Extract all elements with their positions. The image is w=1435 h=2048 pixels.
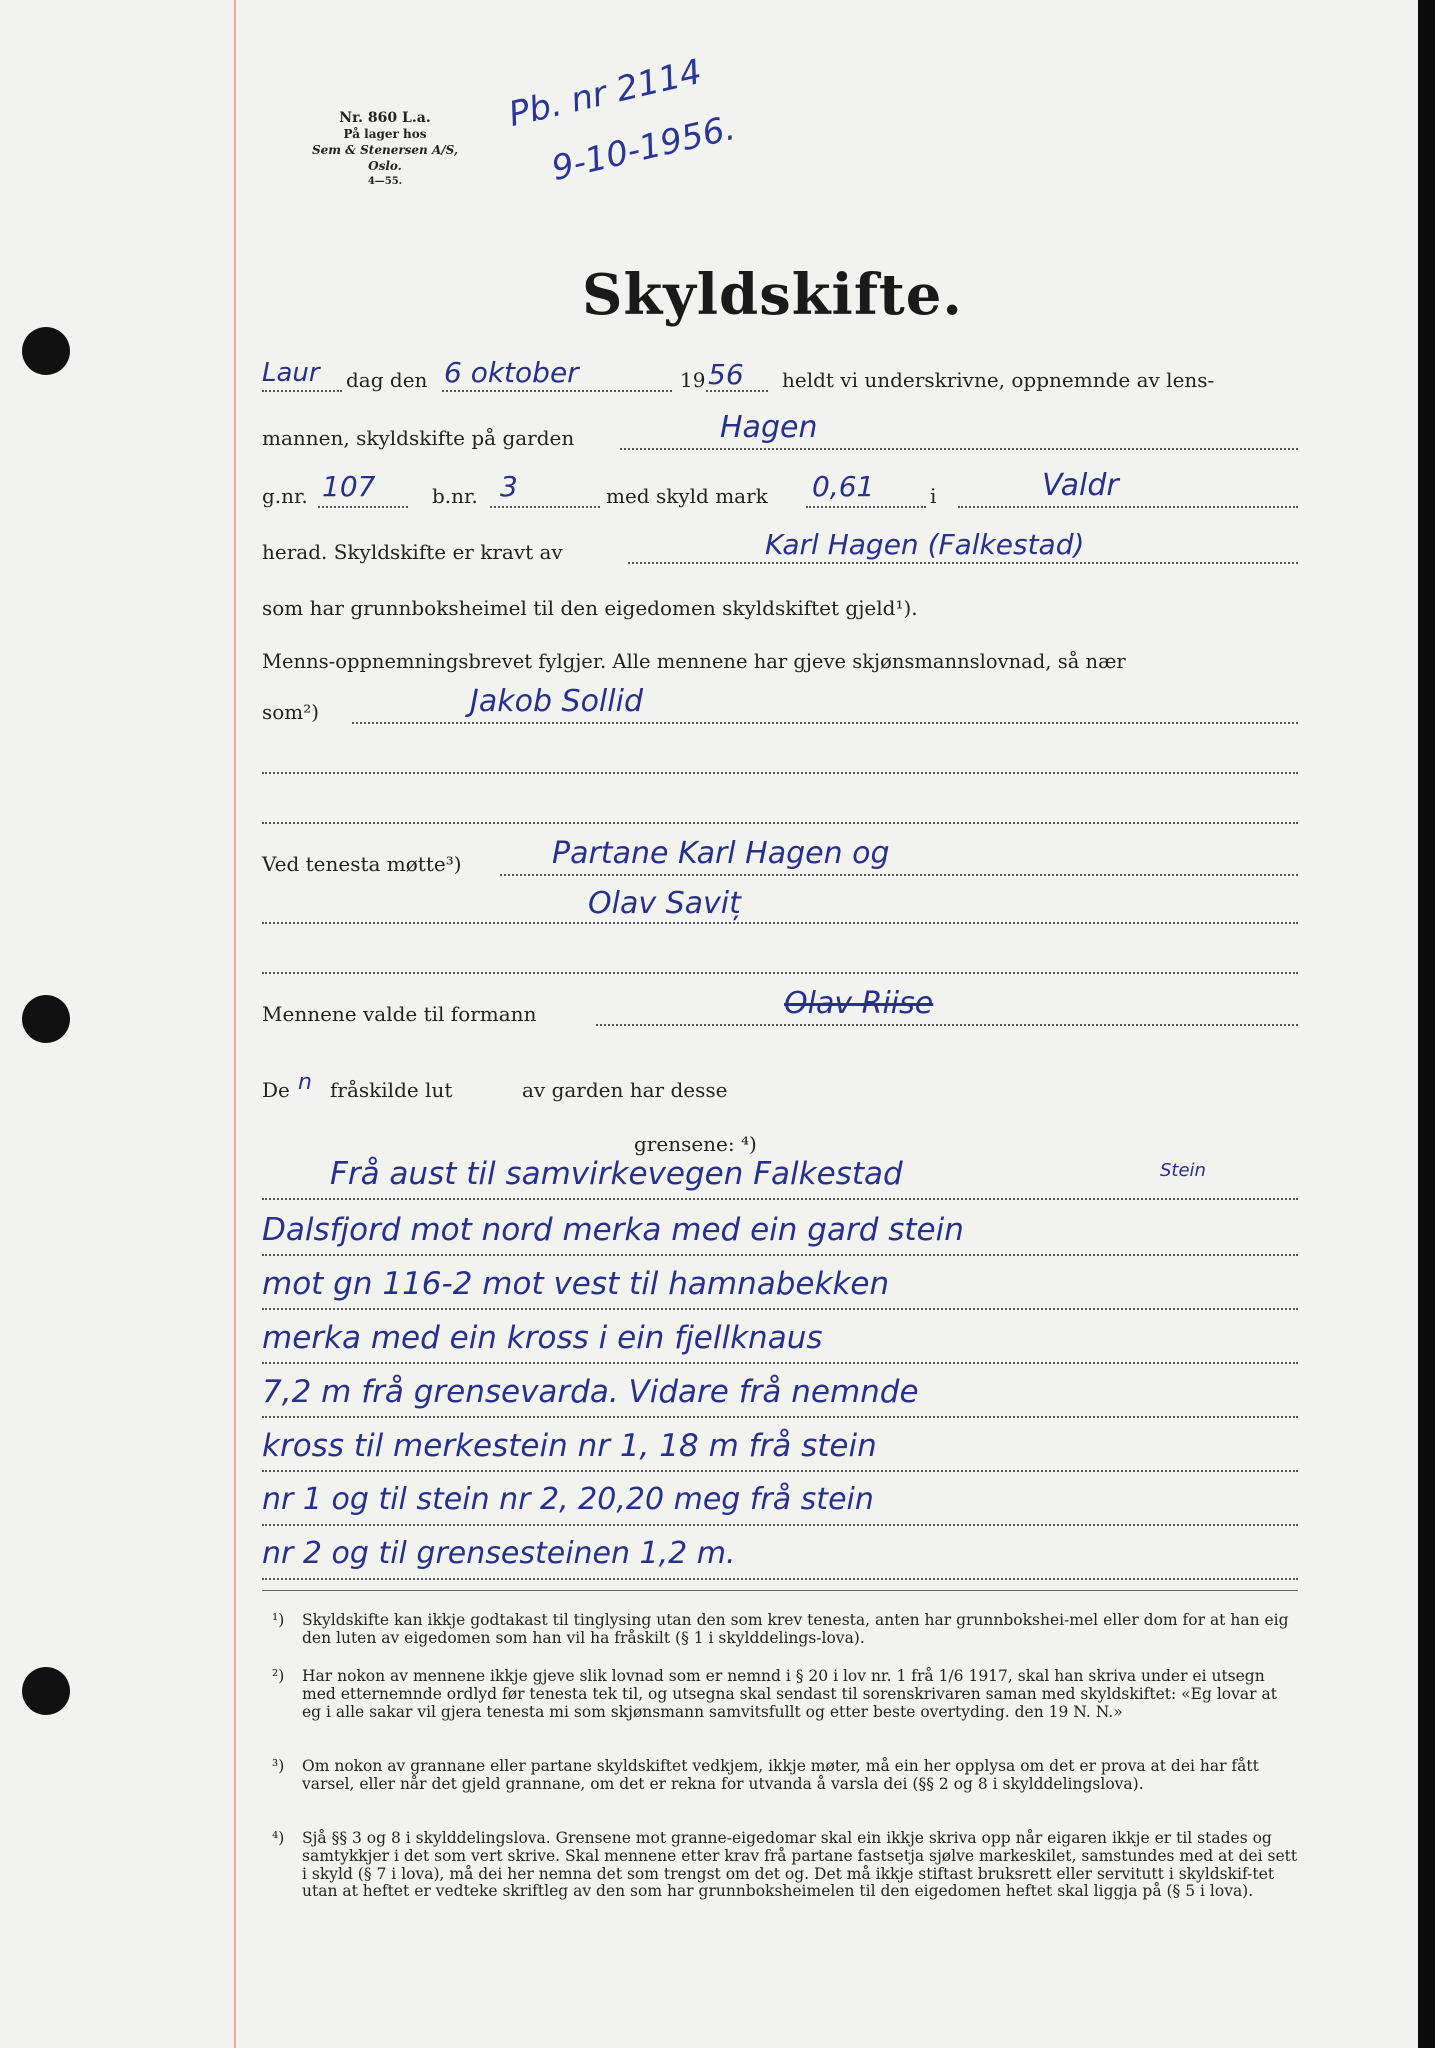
owner-line: som har grunnboksheimel til den eigedomen skyldskiftet gjeld¹). <box>262 596 918 620</box>
herad-label: herad. Skyldskifte er kravt av <box>262 540 563 564</box>
boundary-rule <box>262 1362 1298 1364</box>
stock-line-2: Sem & Stenersen A/S, Oslo. <box>311 143 459 173</box>
herad-line <box>958 506 1298 508</box>
year-prefix: 19 <box>680 368 706 392</box>
boundary-insert: Stein <box>1160 1160 1206 1181</box>
bnr-value: 3 <box>500 470 518 503</box>
boundary-rule <box>262 1416 1298 1418</box>
mark-value: 0,61 <box>812 470 875 503</box>
lut-label-a: De <box>262 1078 290 1102</box>
som-line <box>352 722 1298 724</box>
gnr-value: 107 <box>322 470 376 503</box>
footnote-3-text: Om nokon av grannane eller partane skyldskiftet vedkjem, ikkje møter, må ein her opplysa om det er prova at dei har fått varsel, eller når det gjeld grannane, om det er rekna for utvanda å varsla dei (§§ 2 og 8 i skylddelingslova). <box>302 1757 1259 1793</box>
boundary-line: kross til merkestein nr 1, 18 m frå stein <box>262 1428 877 1464</box>
boundary-rule <box>262 1470 1298 1472</box>
punch-hole-middle <box>22 995 70 1043</box>
attended-line-1 <box>500 874 1298 876</box>
mark-label: med skyld mark <box>606 484 768 508</box>
chairman-line <box>596 1024 1298 1026</box>
blank-line-3 <box>262 972 1298 974</box>
boundary-rule <box>262 1308 1298 1310</box>
farm-value: Hagen <box>720 410 818 445</box>
lut-insert: n <box>298 1070 312 1095</box>
stock-line-1: På lager hos <box>343 127 427 141</box>
form-header <box>300 110 470 190</box>
boundary-line: Frå aust til samvirkevegen Falkestad <box>330 1156 903 1192</box>
registration-note-line1: Pb. nr 2114 <box>505 51 706 135</box>
boundary-line: nr 1 og til stein nr 2, 20,20 meg frå stein <box>262 1482 874 1517</box>
day-line <box>262 390 342 392</box>
bnr-line <box>490 506 600 508</box>
blank-line-2 <box>262 822 1298 824</box>
date-value: 6 oktober <box>444 356 579 389</box>
farm-label: mannen, skyldskifte på garden <box>262 426 575 450</box>
footnote-1-num: ¹) <box>272 1611 285 1629</box>
chairman-value: Olav Riise <box>784 986 934 1021</box>
footnote-3-num: ³) <box>272 1757 285 1775</box>
day-value: Laur <box>262 358 320 388</box>
gnr-line <box>318 506 408 508</box>
boundary-rule <box>262 1198 1298 1200</box>
attended-value-2: Olav Saviț <box>588 886 741 921</box>
form-number: Nr. 860 L.a. <box>339 110 431 126</box>
red-margin-line <box>234 0 236 2048</box>
document-title: Skyldskifte. <box>582 262 963 328</box>
footnote-3 <box>258 1758 1298 1794</box>
requested-by-line <box>628 562 1298 564</box>
blank-line-1 <box>262 772 1298 774</box>
i-label: i <box>930 484 937 508</box>
footnote-2-text: Har nokon av mennene ikkje gjeve slik lovnad som er nemnd i § 20 i lov nr. 1 frå 1/6 1917, skal han skriva under ei utsegn med etternemnde ordlyd før tenesta tek til, og utsegna skal sendast til sorenskrivaren saman med skyldskiftet: «Eg lovar at eg i alle sakar vil gjera tenesta mi som skjønsmann samvitsfullt og etter beste overtyding. den 19 N. N.» <box>302 1667 1277 1721</box>
attended-line-2 <box>262 922 1298 924</box>
boundary-rule <box>262 1254 1298 1256</box>
boundary-rule <box>262 1524 1298 1526</box>
boundary-line: merka med ein kross i ein fjellknaus <box>262 1320 823 1356</box>
men-line: Menns-oppnemningsbrevet fylgjer. Alle mennene har gjeve skjønsmannslovnad, så nær <box>262 650 1126 673</box>
date-label-post: heldt vi underskrivne, oppnemnde av lens- <box>782 368 1215 392</box>
footnote-4-num: ⁴) <box>272 1829 285 1847</box>
footnote-2-num: ²) <box>272 1667 285 1685</box>
chairman-label: Mennene valde til formann <box>262 1002 537 1026</box>
year-value: 56 <box>708 358 744 391</box>
som-value: Jakob Sollid <box>470 684 643 719</box>
footnote-separator <box>262 1590 1298 1591</box>
stock-line-3: 4—55. <box>367 176 403 187</box>
herad-value: Valdr <box>1042 468 1119 503</box>
footnote-1 <box>258 1612 1298 1648</box>
lut-label-c: av garden har desse <box>522 1078 728 1102</box>
requested-by-value: Karl Hagen (Falkestad) <box>765 528 1085 561</box>
boundary-line: nr 2 og til grensesteinen 1,2 m. <box>262 1536 736 1571</box>
attended-label: Ved tenesta møtte³) <box>262 852 462 876</box>
footnote-4 <box>258 1830 1298 1901</box>
date-label-pre: dag den <box>346 368 428 392</box>
gnr-label: g.nr. <box>262 484 308 508</box>
border-label: grensene: ⁴) <box>634 1132 757 1156</box>
lut-label-b: fråskilde lut <box>330 1078 453 1102</box>
mark-line <box>806 506 926 508</box>
date-line <box>442 390 672 392</box>
footnote-1-text: Skyldskifte kan ikkje godtakast til tinglysing utan den som krev tenesta, anten har grunnbokshei-mel eller dom for at han eig den luten av eigedomen som han vil ha fråskilt (§ 1 i skylddelings-lova). <box>302 1611 1289 1647</box>
farm-line <box>620 448 1298 450</box>
boundary-line: Dalsfjord mot nord merka med ein gard stein <box>262 1212 964 1248</box>
punch-hole-top <box>22 327 70 375</box>
boundary-line: 7,2 m frå grensevarda. Vidare frå nemnde <box>262 1374 919 1410</box>
attended-value-1: Partane Karl Hagen og <box>552 836 890 871</box>
footnote-2 <box>258 1668 1298 1721</box>
registration-note-line2: 9-10-1956. <box>548 107 739 189</box>
boundary-rule <box>262 1578 1298 1580</box>
som-label: som²) <box>262 700 320 724</box>
bnr-label: b.nr. <box>432 484 478 508</box>
boundary-line: mot gn 116-2 mot vest til hamnabekken <box>262 1266 890 1302</box>
footnote-4-text: Sjå §§ 3 og 8 i skylddelingslova. Grensene mot granne-eigedomar skal ein ikkje skriva opp når eigaren ikkje er til stades og samtykkjer i det som vert skrive. Skal mennene etter krav frå partane fastsetja sjølve markeskilet, samstundes med at dei sett i skyld (§ 7 i lova), må dei her nemna det som trengst om det og. Det må ikkje stiftast bruksrett eller servitutt i skyldskif-tet utan at heftet er vedteke skriftleg av den som har grunnboksheimelen til den eigedomen heftet skal liggja på (§ 5 i lova). <box>302 1829 1298 1901</box>
punch-hole-bottom <box>22 1667 70 1715</box>
